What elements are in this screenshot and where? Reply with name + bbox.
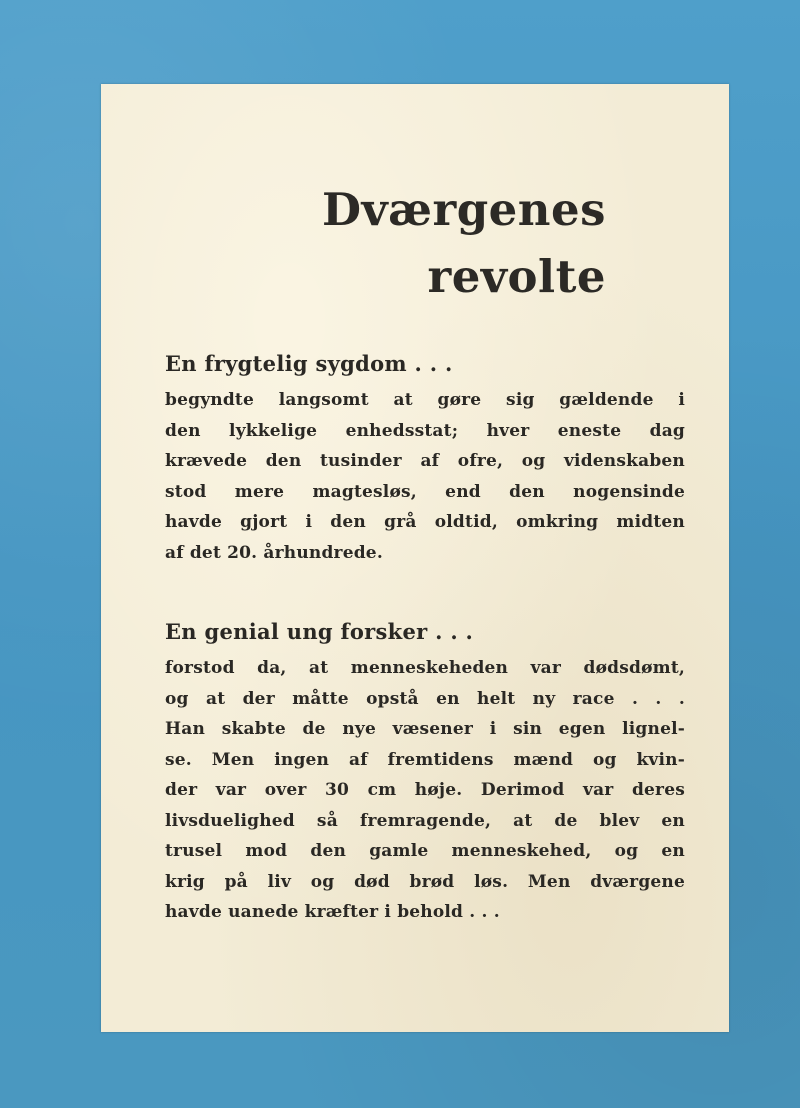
book-title-line-2: revolte <box>427 250 606 303</box>
body-line: krævede den tusinder af ofre, og videnskaben <box>165 451 685 471</box>
body-line: se. Men ingen af fremtidens mænd og kvin- <box>165 749 685 770</box>
blurb-section-sickness <box>165 349 685 568</box>
body-line: den lykkelige enhedsstat; hver eneste dag <box>165 420 685 441</box>
book-title <box>101 176 606 310</box>
body-line: krig på liv og død brød løs. Men dværgene <box>165 871 685 892</box>
body-line: og at der måtte opstå en helt ny race . . . <box>165 688 685 709</box>
cream-text-panel <box>101 84 729 1032</box>
section-body <box>165 385 685 568</box>
blurb-section-scientist <box>165 617 685 928</box>
body-line: havde uanede kræfter i behold . . . <box>165 902 500 922</box>
body-line: begyndte langsomt at gøre sig gældende i <box>165 390 685 410</box>
section-heading: En frygtelig sygdom . . . <box>165 351 453 376</box>
section-body <box>165 653 685 928</box>
body-line: havde gjort i den grå oldtid, omkring midten <box>165 512 685 532</box>
body-line: stod mere magtesløs, end den nogensinde <box>165 481 685 502</box>
body-line: Han skabte de nye væsener i sin egen lignel- <box>165 719 685 739</box>
section-heading: En genial ung forsker . . . <box>165 619 474 644</box>
body-line: forstod da, at menneskeheden var dødsdømt, <box>165 658 685 678</box>
body-line: livsduelighed så fremragende, at de blev en <box>165 810 685 831</box>
body-line: der var over 30 cm høje. Derimod var deres <box>165 780 685 800</box>
book-title-line-1: Dværgenes <box>321 183 606 236</box>
body-line: af det 20. århundrede. <box>165 542 383 563</box>
body-line: trusel mod den gamle menneskehed, og en <box>165 841 685 861</box>
